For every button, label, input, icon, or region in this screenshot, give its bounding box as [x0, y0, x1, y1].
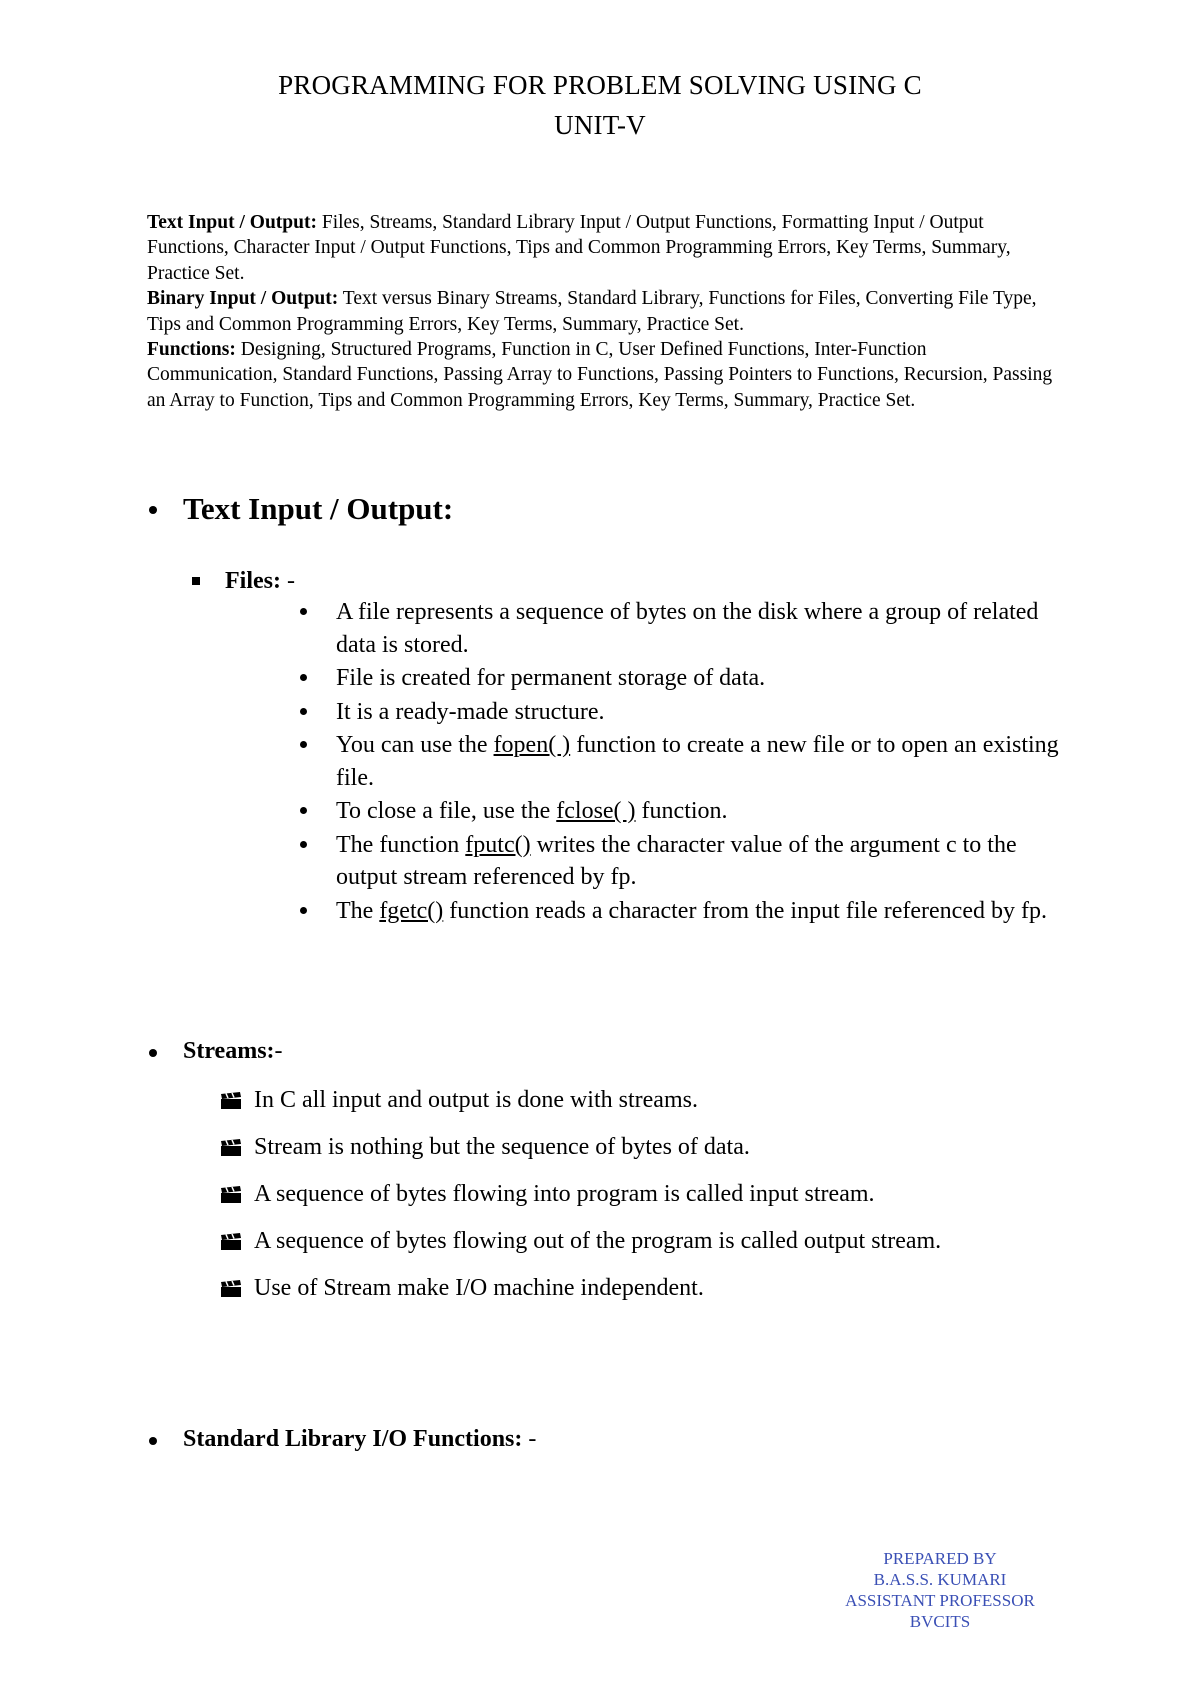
files-suffix: - [280, 568, 295, 594]
syllabus-body: Designing, Structured Programs, Function in C, User Defined Functions, Inter-Function Communication, Standard Functions, Passing Array to Functions, Passing Pointers to Functions, Recursion, Passing an Array to Function, Tips and Common Programming Errors, Key Terms, Summary, Practice Set. [147, 339, 1053, 411]
section-heading-stdlib [183, 1426, 536, 1453]
list-item [220, 1172, 1040, 1217]
files-heading [225, 568, 295, 595]
code-ref-fputc: fputc() [465, 831, 531, 858]
item-text: function reads a character from the input file referenced by fp. [443, 897, 1047, 924]
code-ref-fclose: fclose( ) [556, 798, 636, 824]
item-text: A file represents a sequence of bytes on the disk where a group of related data is stored. [336, 599, 1039, 658]
bullet-icon [300, 708, 307, 715]
streams-suffix: - [274, 1038, 283, 1064]
clapperboard-icon [220, 1233, 242, 1251]
list-item [296, 596, 1076, 661]
syllabus-label: Text Input / Output: [147, 212, 317, 233]
clapperboard-icon [220, 1092, 242, 1110]
item-text: In C all input and output is done with streams. [254, 1087, 698, 1113]
list-item [296, 662, 1076, 695]
list-item [296, 696, 1076, 729]
section-heading-streams [183, 1038, 283, 1065]
streams-label: Streams: [183, 1038, 275, 1064]
item-text: To close a file, use the [336, 798, 557, 824]
footer-line: ASSISTANT PROFESSOR [845, 1591, 1035, 1610]
syllabus-binary-io [147, 286, 1057, 337]
item-text: File is created for permanent storage of data. [336, 665, 766, 691]
list-item [220, 1125, 1040, 1170]
prepared-by-footer [820, 1548, 1060, 1632]
bullet-icon [149, 506, 157, 514]
footer-line: BVCITS [909, 1612, 971, 1631]
stdlib-suffix: - [522, 1426, 537, 1452]
files-label: Files: [225, 568, 281, 594]
list-item [296, 829, 1076, 894]
bullet-icon [300, 608, 307, 615]
list-item [220, 1219, 1040, 1264]
item-text: The function [336, 831, 466, 858]
syllabus-functions [147, 337, 1057, 413]
bullet-icon [300, 841, 307, 848]
bullet-icon [300, 907, 307, 914]
footer-line: B.A.S.S. KUMARI [873, 1570, 1007, 1589]
item-text: function to create a new file or to open an existing file. [336, 732, 1059, 791]
syllabus-block [147, 210, 1057, 413]
syllabus-label: Functions: [147, 339, 236, 361]
item-text: It is a ready-made structure. [336, 698, 605, 725]
item-text: A sequence of bytes flowing into program is called input stream. [254, 1181, 875, 1207]
clapperboard-icon [220, 1139, 242, 1157]
syllabus-body: Text versus Binary Streams, Standard Library, Functions for Files, Converting File Type, Tips and Common Programming Errors, Key Terms, Summary, Practice Set. [147, 288, 1037, 335]
item-text: The [336, 897, 380, 924]
item-text: Use of Stream make I/O machine independent. [254, 1275, 704, 1301]
code-ref-fopen: fopen( ) [493, 732, 571, 758]
footer-line: PREPARED BY [883, 1549, 997, 1568]
bullet-icon [149, 1437, 157, 1445]
item-text: A sequence of bytes flowing out of the program is called output stream. [254, 1228, 942, 1254]
list-item [220, 1266, 1040, 1311]
list-item [296, 795, 1076, 828]
bullet-icon [300, 741, 307, 748]
syllabus-body: Files, Streams, Standard Library Input / Output Functions, Formatting Input / Output Functions, Character Input / Output Functions, Tips and Common Programming Errors, Key Terms, Summary, Practice Set. [147, 212, 1011, 284]
document-title: PROGRAMMING FOR PROBLEM SOLVING USING C [278, 70, 922, 100]
bullet-icon [149, 1049, 157, 1057]
section-heading-text-io: Text Input / Output: [183, 491, 454, 526]
list-item [296, 729, 1076, 794]
streams-list [220, 1078, 1040, 1313]
item-text: Stream is nothing but the sequence of bytes of data. [254, 1134, 750, 1160]
syllabus-text-io [147, 210, 1057, 286]
clapperboard-icon [220, 1186, 242, 1204]
item-text: function. [635, 798, 728, 824]
clapperboard-icon [220, 1280, 242, 1298]
unit-label: UNIT-V [554, 110, 646, 140]
code-ref-fgetc: fgetc() [379, 897, 444, 924]
item-text: You can use the [336, 732, 494, 758]
bullet-icon [300, 674, 307, 681]
syllabus-label: Binary Input / Output: [147, 288, 339, 310]
files-list [296, 596, 1076, 928]
list-item [296, 895, 1076, 928]
stdlib-label: Standard Library I/O Functions: [183, 1426, 523, 1452]
item-text: writes the character value of the argument c to the output stream referenced by fp. [336, 831, 1017, 890]
bullet-icon [300, 807, 307, 814]
square-bullet-icon [192, 577, 200, 585]
list-item [220, 1078, 1040, 1123]
